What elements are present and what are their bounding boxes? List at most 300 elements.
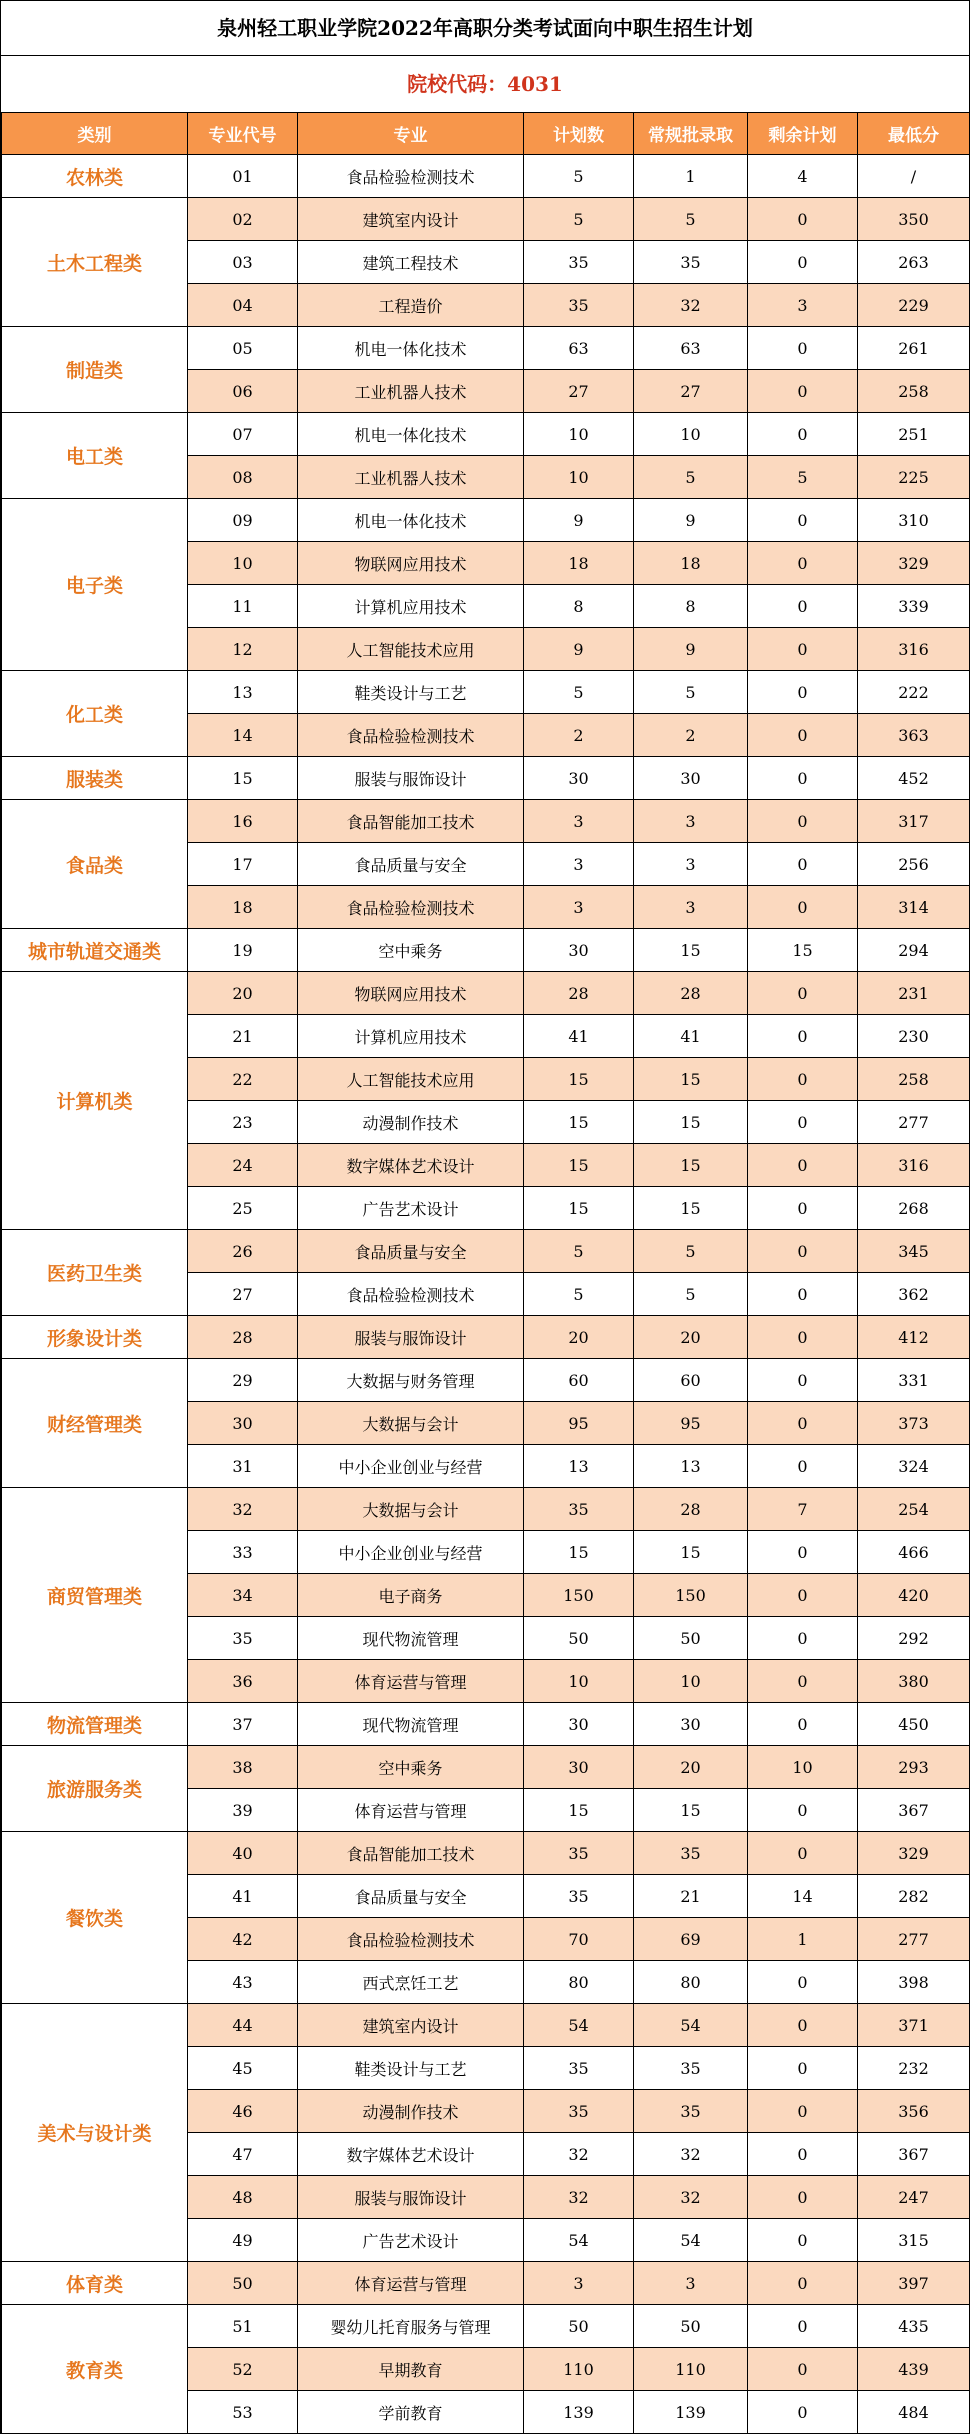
major-name-cell: 建筑室内设计 [298,198,524,241]
plan-count-cell: 41 [524,1015,634,1058]
regular-admitted-cell: 5 [634,456,748,499]
regular-admitted-cell: 15 [634,1101,748,1144]
min-score-cell: 339 [858,585,970,628]
remaining-plan-cell: 0 [748,2133,858,2176]
min-score-cell: 314 [858,886,970,929]
table-row [2,499,970,542]
regular-admitted-cell: 15 [634,1789,748,1832]
major-name-cell: 服装与服饰设计 [298,2176,524,2219]
min-score-cell: / [858,155,970,198]
min-score-cell: 362 [858,1273,970,1316]
plan-count-cell: 2 [524,714,634,757]
major-code-cell: 34 [188,1574,298,1617]
remaining-plan-cell: 0 [748,542,858,585]
plan-count-cell: 50 [524,1617,634,1660]
header-min-score: 最低分 [858,113,970,155]
min-score-cell: 268 [858,1187,970,1230]
regular-admitted-cell: 41 [634,1015,748,1058]
regular-admitted-cell: 15 [634,1531,748,1574]
min-score-cell: 277 [858,1918,970,1961]
category-cell: 食品类 [2,800,188,929]
category-cell: 电子类 [2,499,188,671]
table-row [2,2305,970,2348]
min-score-cell: 331 [858,1359,970,1402]
remaining-plan-cell: 0 [748,2219,858,2262]
major-name-cell: 工业机器人技术 [298,370,524,413]
major-name-cell: 食品检验检测技术 [298,1273,524,1316]
remaining-plan-cell: 0 [748,499,858,542]
min-score-cell: 230 [858,1015,970,1058]
remaining-plan-cell: 4 [748,155,858,198]
major-name-cell: 物联网应用技术 [298,542,524,585]
plan-count-cell: 95 [524,1402,634,1445]
min-score-cell: 420 [858,1574,970,1617]
table-row [2,757,970,800]
major-name-cell: 数字媒体艺术设计 [298,1144,524,1187]
major-code-cell: 29 [188,1359,298,1402]
table-row [2,800,970,843]
category-cell: 体育类 [2,2262,188,2305]
regular-admitted-cell: 63 [634,327,748,370]
min-score-cell: 466 [858,1531,970,1574]
major-code-cell: 23 [188,1101,298,1144]
major-code-cell: 50 [188,2262,298,2305]
remaining-plan-cell: 0 [748,413,858,456]
major-name-cell: 动漫制作技术 [298,1101,524,1144]
major-name-cell: 工程造价 [298,284,524,327]
major-code-cell: 05 [188,327,298,370]
regular-admitted-cell: 5 [634,1230,748,1273]
major-name-cell: 建筑室内设计 [298,2004,524,2047]
major-code-cell: 06 [188,370,298,413]
major-name-cell: 空中乘务 [298,929,524,972]
remaining-plan-cell: 10 [748,1746,858,1789]
min-score-cell: 398 [858,1961,970,2004]
min-score-cell: 261 [858,327,970,370]
major-name-cell: 机电一体化技术 [298,413,524,456]
major-name-cell: 食品质量与安全 [298,843,524,886]
major-code-cell: 13 [188,671,298,714]
major-name-cell: 鞋类设计与工艺 [298,2047,524,2090]
plan-count-cell: 32 [524,2176,634,2219]
plan-count-cell: 9 [524,628,634,671]
regular-admitted-cell: 15 [634,1058,748,1101]
min-score-cell: 258 [858,370,970,413]
min-score-cell: 256 [858,843,970,886]
plan-count-cell: 3 [524,2262,634,2305]
major-code-cell: 41 [188,1875,298,1918]
plan-count-cell: 8 [524,585,634,628]
remaining-plan-cell: 0 [748,2004,858,2047]
category-cell: 商贸管理类 [2,1488,188,1703]
major-name-cell: 计算机应用技术 [298,1015,524,1058]
regular-admitted-cell: 35 [634,2047,748,2090]
min-score-cell: 251 [858,413,970,456]
plan-table-body [2,155,970,2434]
category-cell: 制造类 [2,327,188,413]
min-score-cell: 222 [858,671,970,714]
major-code-cell: 38 [188,1746,298,1789]
remaining-plan-cell: 0 [748,2176,858,2219]
plan-count-cell: 28 [524,972,634,1015]
major-code-cell: 36 [188,1660,298,1703]
remaining-plan-cell: 0 [748,370,858,413]
major-code-cell: 33 [188,1531,298,1574]
min-score-cell: 225 [858,456,970,499]
regular-admitted-cell: 10 [634,413,748,456]
remaining-plan-cell: 0 [748,886,858,929]
regular-admitted-cell: 10 [634,1660,748,1703]
regular-admitted-cell: 32 [634,284,748,327]
major-name-cell: 动漫制作技术 [298,2090,524,2133]
category-cell: 城市轨道交通类 [2,929,188,972]
remaining-plan-cell: 0 [748,1101,858,1144]
major-code-cell: 20 [188,972,298,1015]
major-code-cell: 46 [188,2090,298,2133]
major-name-cell: 鞋类设计与工艺 [298,671,524,714]
category-cell: 物流管理类 [2,1703,188,1746]
remaining-plan-cell: 0 [748,327,858,370]
category-cell: 形象设计类 [2,1316,188,1359]
plan-count-cell: 5 [524,1230,634,1273]
major-name-cell: 工业机器人技术 [298,456,524,499]
remaining-plan-cell: 5 [748,456,858,499]
regular-admitted-cell: 27 [634,370,748,413]
remaining-plan-cell: 0 [748,1230,858,1273]
category-cell: 服装类 [2,757,188,800]
major-name-cell: 建筑工程技术 [298,241,524,284]
regular-admitted-cell: 13 [634,1445,748,1488]
min-score-cell: 356 [858,2090,970,2133]
plan-count-cell: 15 [524,1187,634,1230]
regular-admitted-cell: 150 [634,1574,748,1617]
regular-admitted-cell: 3 [634,800,748,843]
regular-admitted-cell: 35 [634,2090,748,2133]
major-code-cell: 01 [188,155,298,198]
major-code-cell: 44 [188,2004,298,2047]
major-name-cell: 现代物流管理 [298,1703,524,1746]
regular-admitted-cell: 20 [634,1316,748,1359]
plan-count-cell: 63 [524,327,634,370]
remaining-plan-cell: 0 [748,972,858,1015]
remaining-plan-cell: 0 [748,628,858,671]
major-name-cell: 食品质量与安全 [298,1230,524,1273]
plan-count-cell: 139 [524,2391,634,2434]
plan-count-cell: 5 [524,155,634,198]
major-name-cell: 食品智能加工技术 [298,800,524,843]
major-code-cell: 14 [188,714,298,757]
remaining-plan-cell: 0 [748,2305,858,2348]
plan-count-cell: 35 [524,241,634,284]
header-major-code: 专业代号 [188,113,298,155]
major-code-cell: 22 [188,1058,298,1101]
min-score-cell: 254 [858,1488,970,1531]
major-code-cell: 19 [188,929,298,972]
major-code-cell: 43 [188,1961,298,2004]
major-name-cell: 食品质量与安全 [298,1875,524,1918]
major-code-cell: 48 [188,2176,298,2219]
remaining-plan-cell: 0 [748,714,858,757]
remaining-plan-cell: 0 [748,800,858,843]
major-code-cell: 10 [188,542,298,585]
major-name-cell: 学前教育 [298,2391,524,2434]
major-name-cell: 人工智能技术应用 [298,628,524,671]
table-row [2,1359,970,1402]
regular-admitted-cell: 21 [634,1875,748,1918]
plan-count-cell: 35 [524,284,634,327]
min-score-cell: 324 [858,1445,970,1488]
table-row [2,1703,970,1746]
major-code-cell: 40 [188,1832,298,1875]
major-name-cell: 食品智能加工技术 [298,1832,524,1875]
category-cell: 电工类 [2,413,188,499]
regular-admitted-cell: 3 [634,2262,748,2305]
regular-admitted-cell: 54 [634,2004,748,2047]
remaining-plan-cell: 0 [748,1273,858,1316]
remaining-plan-cell: 0 [748,1832,858,1875]
category-cell: 餐饮类 [2,1832,188,2004]
min-score-cell: 363 [858,714,970,757]
regular-admitted-cell: 28 [634,972,748,1015]
major-name-cell: 物联网应用技术 [298,972,524,1015]
regular-admitted-cell: 50 [634,2305,748,2348]
major-code-cell: 07 [188,413,298,456]
plan-count-cell: 54 [524,2219,634,2262]
remaining-plan-cell: 0 [748,1961,858,2004]
plan-count-cell: 30 [524,929,634,972]
regular-admitted-cell: 1 [634,155,748,198]
remaining-plan-cell: 0 [748,843,858,886]
plan-count-cell: 30 [524,1746,634,1789]
plan-count-cell: 35 [524,1875,634,1918]
plan-count-cell: 27 [524,370,634,413]
category-cell: 医药卫生类 [2,1230,188,1316]
major-code-cell: 28 [188,1316,298,1359]
regular-admitted-cell: 5 [634,671,748,714]
major-name-cell: 食品检验检测技术 [298,886,524,929]
regular-admitted-cell: 20 [634,1746,748,1789]
category-cell: 旅游服务类 [2,1746,188,1832]
remaining-plan-cell: 0 [748,2047,858,2090]
major-name-cell: 机电一体化技术 [298,327,524,370]
category-cell: 化工类 [2,671,188,757]
table-row [2,972,970,1015]
major-code-cell: 25 [188,1187,298,1230]
plan-count-cell: 10 [524,413,634,456]
regular-admitted-cell: 69 [634,1918,748,1961]
min-score-cell: 282 [858,1875,970,1918]
remaining-plan-cell: 0 [748,2090,858,2133]
remaining-plan-cell: 0 [748,2348,858,2391]
remaining-plan-cell: 0 [748,1703,858,1746]
regular-admitted-cell: 5 [634,1273,748,1316]
plan-count-cell: 10 [524,456,634,499]
min-score-cell: 317 [858,800,970,843]
regular-admitted-cell: 15 [634,1187,748,1230]
regular-admitted-cell: 95 [634,1402,748,1445]
major-name-cell: 现代物流管理 [298,1617,524,1660]
major-name-cell: 中小企业创业与经营 [298,1531,524,1574]
remaining-plan-cell: 0 [748,198,858,241]
min-score-cell: 450 [858,1703,970,1746]
major-code-cell: 37 [188,1703,298,1746]
major-name-cell: 广告艺术设计 [298,2219,524,2262]
major-name-cell: 体育运营与管理 [298,1789,524,1832]
major-code-cell: 32 [188,1488,298,1531]
remaining-plan-cell: 0 [748,671,858,714]
table-row [2,198,970,241]
major-code-cell: 11 [188,585,298,628]
category-cell: 农林类 [2,155,188,198]
plan-count-cell: 35 [524,1488,634,1531]
major-name-cell: 大数据与财务管理 [298,1359,524,1402]
major-name-cell: 计算机应用技术 [298,585,524,628]
plan-count-cell: 3 [524,800,634,843]
min-score-cell: 310 [858,499,970,542]
min-score-cell: 329 [858,1832,970,1875]
major-code-cell: 27 [188,1273,298,1316]
category-cell: 计算机类 [2,972,188,1230]
min-score-cell: 232 [858,2047,970,2090]
plan-count-cell: 15 [524,1058,634,1101]
header-plan-count: 计划数 [524,113,634,155]
min-score-cell: 293 [858,1746,970,1789]
major-code-cell: 12 [188,628,298,671]
major-code-cell: 53 [188,2391,298,2434]
remaining-plan-cell: 1 [748,1918,858,1961]
major-code-cell: 49 [188,2219,298,2262]
plan-count-cell: 13 [524,1445,634,1488]
plan-count-cell: 15 [524,1531,634,1574]
major-code-cell: 47 [188,2133,298,2176]
major-code-cell: 16 [188,800,298,843]
plan-count-cell: 50 [524,2305,634,2348]
regular-admitted-cell: 18 [634,542,748,585]
major-code-cell: 52 [188,2348,298,2391]
major-name-cell: 婴幼儿托育服务与管理 [298,2305,524,2348]
min-score-cell: 371 [858,2004,970,2047]
plan-count-cell: 150 [524,1574,634,1617]
regular-admitted-cell: 9 [634,499,748,542]
remaining-plan-cell: 0 [748,1402,858,1445]
min-score-cell: 367 [858,1789,970,1832]
remaining-plan-cell: 0 [748,1359,858,1402]
major-code-cell: 42 [188,1918,298,1961]
table-row [2,1230,970,1273]
remaining-plan-cell: 0 [748,1316,858,1359]
table-row [2,1832,970,1875]
plan-count-cell: 80 [524,1961,634,2004]
category-cell: 土木工程类 [2,198,188,327]
plan-count-cell: 15 [524,1789,634,1832]
major-name-cell: 广告艺术设计 [298,1187,524,1230]
table-row [2,327,970,370]
major-name-cell: 服装与服饰设计 [298,1316,524,1359]
remaining-plan-cell: 3 [748,284,858,327]
major-code-cell: 35 [188,1617,298,1660]
min-score-cell: 329 [858,542,970,585]
header-row [2,113,970,155]
major-code-cell: 09 [188,499,298,542]
category-cell: 财经管理类 [2,1359,188,1488]
regular-admitted-cell: 9 [634,628,748,671]
remaining-plan-cell: 0 [748,1187,858,1230]
regular-admitted-cell: 80 [634,1961,748,2004]
major-code-cell: 04 [188,284,298,327]
regular-admitted-cell: 35 [634,241,748,284]
min-score-cell: 231 [858,972,970,1015]
remaining-plan-cell: 0 [748,1144,858,1187]
major-code-cell: 08 [188,456,298,499]
regular-admitted-cell: 15 [634,1144,748,1187]
min-score-cell: 397 [858,2262,970,2305]
remaining-plan-cell: 0 [748,241,858,284]
min-score-cell: 380 [858,1660,970,1703]
remaining-plan-cell: 0 [748,1015,858,1058]
header-regular-admitted: 常规批录取 [634,113,748,155]
header-remaining-plan: 剩余计划 [748,113,858,155]
major-code-cell: 45 [188,2047,298,2090]
min-score-cell: 484 [858,2391,970,2434]
min-score-cell: 316 [858,1144,970,1187]
major-name-cell: 食品检验检测技术 [298,1918,524,1961]
plan-count-cell: 5 [524,1273,634,1316]
regular-admitted-cell: 60 [634,1359,748,1402]
min-score-cell: 412 [858,1316,970,1359]
plan-count-cell: 10 [524,1660,634,1703]
min-score-cell: 439 [858,2348,970,2391]
plan-count-cell: 5 [524,671,634,714]
regular-admitted-cell: 139 [634,2391,748,2434]
major-name-cell: 电子商务 [298,1574,524,1617]
min-score-cell: 247 [858,2176,970,2219]
min-score-cell: 350 [858,198,970,241]
remaining-plan-cell: 0 [748,2262,858,2305]
plan-count-cell: 15 [524,1144,634,1187]
min-score-cell: 294 [858,929,970,972]
remaining-plan-cell: 0 [748,757,858,800]
header-major: 专业 [298,113,524,155]
major-code-cell: 17 [188,843,298,886]
regular-admitted-cell: 15 [634,929,748,972]
major-name-cell: 服装与服饰设计 [298,757,524,800]
regular-admitted-cell: 5 [634,198,748,241]
regular-admitted-cell: 3 [634,886,748,929]
plan-count-cell: 15 [524,1101,634,1144]
major-code-cell: 02 [188,198,298,241]
remaining-plan-cell: 0 [748,585,858,628]
plan-count-cell: 18 [524,542,634,585]
category-cell: 美术与设计类 [2,2004,188,2262]
remaining-plan-cell: 0 [748,1660,858,1703]
remaining-plan-cell: 7 [748,1488,858,1531]
table-row [2,2004,970,2047]
remaining-plan-cell: 0 [748,1574,858,1617]
plan-table [1,112,970,2434]
header-category: 类别 [2,113,188,155]
remaining-plan-cell: 0 [748,1617,858,1660]
remaining-plan-cell: 0 [748,1445,858,1488]
table-row [2,155,970,198]
major-name-cell: 大数据与会计 [298,1488,524,1531]
sheet-title: 泉州轻工职业学院2022年高职分类考试面向中职生招生计划 [1,1,969,56]
major-name-cell: 早期教育 [298,2348,524,2391]
min-score-cell: 277 [858,1101,970,1144]
major-name-cell: 食品检验检测技术 [298,714,524,757]
major-code-cell: 24 [188,1144,298,1187]
school-code: 院校代码：4031 [407,72,563,96]
plan-count-cell: 35 [524,2047,634,2090]
